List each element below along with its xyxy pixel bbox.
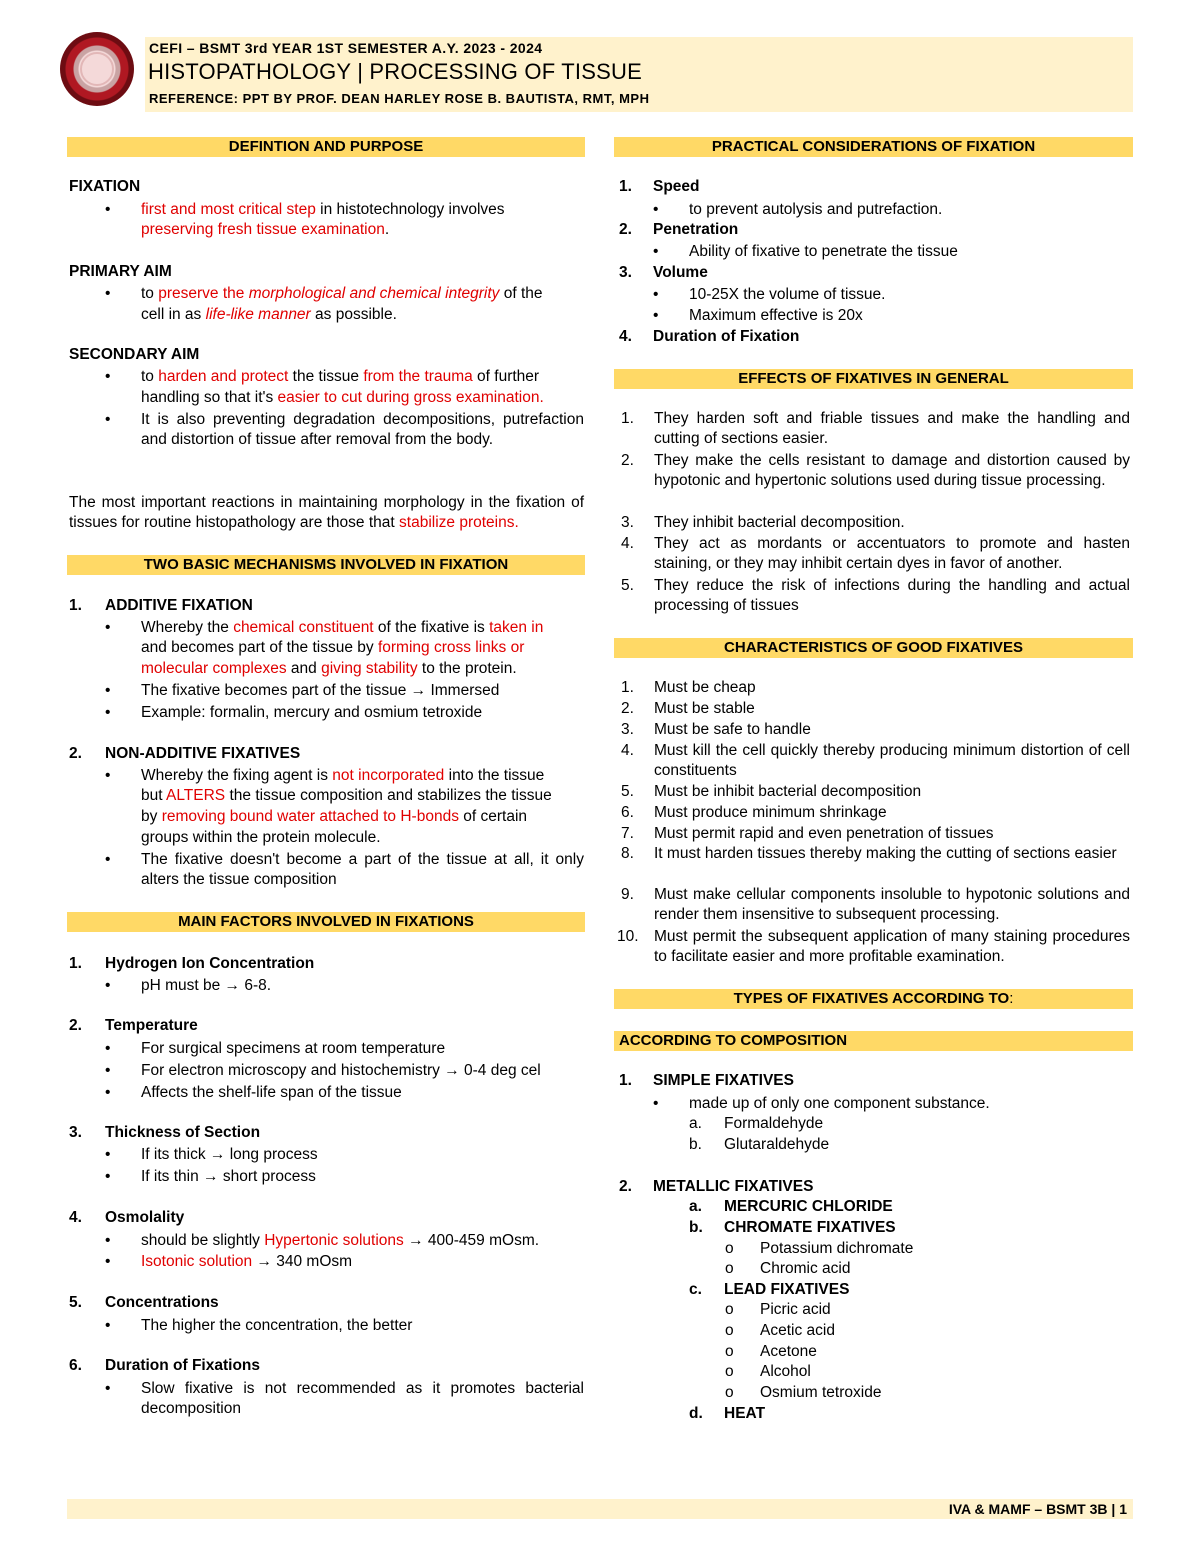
list-item: • 10-25X the volume of tissue. [689, 285, 885, 305]
list-item: • Affects the shelf-life span of the tissue [141, 1083, 402, 1103]
factor-heading: Temperature [105, 1017, 198, 1034]
effect-item: They reduce the risk of infections during the handling and actual processing of tissues [654, 577, 1130, 614]
non-additive-heading: NON-ADDITIVE FIXATIVES [105, 745, 301, 762]
section-characteristics: CHARACTERISTICS OF GOOD FIXATIVES [614, 638, 1133, 658]
sub-bullet: o [725, 1343, 734, 1360]
list-item: Alcohol [760, 1363, 811, 1380]
list-letter: b. [689, 1136, 702, 1153]
list-item: • to preserve the morphological and chemical integrity of the [141, 284, 543, 304]
list-item: Picric acid [760, 1301, 831, 1318]
list-item-cont: and becomes part of the tissue by forming cross links or [141, 639, 525, 656]
list-number: 4. [621, 742, 634, 759]
list-number: 1. [621, 679, 634, 696]
list-item: • Ability of fixative to penetrate the tissue [689, 242, 958, 262]
school-seal-logo [60, 32, 134, 106]
list-item: Glutaraldehyde [724, 1136, 830, 1153]
section-composition: ACCORDING TO COMPOSITION [614, 1031, 1133, 1051]
characteristic-item: Must produce minimum shrinkage [654, 804, 887, 821]
effect-item: They harden soft and friable tissues and make the handling and cutting of sections easier. [654, 410, 1130, 447]
list-item: • should be slightly Hypertonic solutions → 400-459 mOsm. [141, 1231, 539, 1251]
metallic-fixatives-heading: METALLIC FIXATIVES [653, 1178, 814, 1195]
list-number: 8. [621, 845, 634, 862]
list-number: 2. [619, 1178, 632, 1195]
primary-aim-heading: PRIMARY AIM [69, 263, 172, 280]
list-item-cont: handling so that it's easier to cut during gross examination. [141, 389, 544, 406]
consideration-heading: Penetration [653, 221, 739, 238]
list-number: 1. [619, 1072, 632, 1089]
page-title: HISTOPATHOLOGY | PROCESSING OF TISSUE [148, 59, 642, 84]
list-letter: a. [689, 1115, 702, 1132]
consideration-heading: Speed [653, 178, 700, 195]
page-footer: IVA & MAMF – BSMT 3B | 1 [67, 1499, 1133, 1519]
list-letter: a. [689, 1198, 702, 1215]
factor-heading: Osmolality [105, 1209, 185, 1226]
list-item: • Maximum effective is 20x [689, 306, 863, 326]
list-item: • to harden and protect the tissue from the trauma of further [141, 367, 539, 387]
characteristic-item: It must harden tissues thereby making the cutting of sections easier [654, 845, 1117, 862]
list-item: • The fixative becomes part of the tissue → Immersed [141, 681, 499, 701]
fixative-group-heading: LEAD FIXATIVES [724, 1281, 850, 1298]
list-number: 1. [621, 410, 634, 427]
list-item: • first and most critical step in histotechnology involves [141, 200, 584, 220]
section-main-factors: MAIN FACTORS INVOLVED IN FIXATIONS [67, 912, 585, 932]
list-number: 3. [69, 1124, 82, 1141]
simple-fixatives-heading: SIMPLE FIXATIVES [653, 1072, 794, 1089]
list-item-cont: molecular complexes and giving stability to the protein. [141, 660, 517, 677]
important-reactions-paragraph: The most important reactions in maintaining morphology in the fixation of tissues for routine histopathology are those that stabilize proteins. [69, 494, 584, 531]
sub-bullet: o [725, 1260, 734, 1277]
list-item: • Isotonic solution → 340 mOsm [141, 1252, 352, 1272]
characteristic-item: Must be stable [654, 700, 755, 717]
list-number: 1. [69, 597, 82, 614]
section-mechanisms: TWO BASIC MECHANISMS INVOLVED IN FIXATION [67, 555, 585, 575]
sub-bullet: o [725, 1384, 734, 1401]
header-course-line: CEFI – BSMT 3rd YEAR 1ST SEMESTER A.Y. 2023 - 2024 [149, 40, 543, 56]
list-item: • If its thin → short process [141, 1167, 316, 1187]
list-item: • made up of only one component substance. [689, 1094, 990, 1114]
sub-bullet: o [725, 1322, 734, 1339]
factor-heading: Concentrations [105, 1294, 219, 1311]
effect-item: They make the cells resistant to damage and distortion caused by hypotonic and hypertonic solutions used during tissue processing. [654, 452, 1130, 489]
list-item: • The higher the concentration, the better [141, 1316, 412, 1336]
factor-heading: Hydrogen Ion Concentration [105, 955, 315, 972]
characteristic-item: Must make cellular components insoluble to hypotonic solutions and render them insensitive to subsequent processing. [654, 886, 1130, 923]
characteristic-item: Must permit rapid and even penetration of tissues [654, 825, 994, 842]
characteristic-item: Must kill the cell quickly thereby producing minimum distortion of cell constituents [654, 742, 1130, 779]
fixative-group-heading: HEAT [724, 1405, 766, 1422]
list-item: • The fixative doesn't become a part of the tissue at all, it only alters the tissue composition [141, 850, 584, 890]
secondary-aim-heading: SECONDARY AIM [69, 346, 200, 363]
list-number: 3. [621, 721, 634, 738]
list-number: 2. [621, 700, 634, 717]
sub-bullet: o [725, 1363, 734, 1380]
factor-heading: Thickness of Section [105, 1124, 261, 1141]
list-number: 5. [69, 1294, 82, 1311]
list-number: 2. [69, 745, 82, 762]
list-number: 2. [619, 221, 632, 238]
list-letter: d. [689, 1405, 703, 1422]
sub-bullet: o [725, 1301, 734, 1318]
fixation-heading: FIXATION [69, 178, 141, 195]
list-letter: b. [689, 1219, 703, 1236]
sub-bullet: o [725, 1240, 734, 1257]
characteristic-item: Must be inhibit bacterial decomposition [654, 783, 922, 800]
list-number: 1. [619, 178, 632, 195]
list-number: 6. [621, 804, 634, 821]
list-item-cont: by removing bound water attached to H-bonds of certain [141, 808, 528, 825]
list-item: Acetic acid [760, 1322, 835, 1339]
factor-heading: Duration of Fixations [105, 1357, 260, 1374]
list-item-cont: preserving fresh tissue examination. [141, 221, 390, 238]
list-item: Osmium tetroxide [760, 1384, 882, 1401]
list-item: • Example: formalin, mercury and osmium tetroxide [141, 703, 482, 723]
characteristic-item: Must be cheap [654, 679, 756, 696]
section-types: TYPES OF FIXATIVES ACCORDING TO: [614, 989, 1133, 1009]
section-practical: PRACTICAL CONSIDERATIONS OF FIXATION [614, 137, 1133, 157]
characteristic-item: Must be safe to handle [654, 721, 811, 738]
list-item: • to prevent autolysis and putrefaction. [689, 200, 942, 220]
list-item: • Whereby the chemical constituent of the fixative is taken in [141, 618, 543, 638]
list-item: Chromic acid [760, 1260, 851, 1277]
section-definition: DEFINTION AND PURPOSE [67, 137, 585, 157]
list-item: • If its thick → long process [141, 1145, 318, 1165]
effect-item: They act as mordants or accentuators to promote and hasten staining, or they may inhibit certain dyes in favor of another. [654, 535, 1130, 572]
list-number: 4. [619, 328, 632, 345]
list-number: 4. [621, 535, 634, 552]
list-number: 2. [69, 1017, 82, 1034]
list-number: 4. [69, 1209, 82, 1226]
list-number: 7. [621, 825, 634, 842]
list-number: 2. [621, 452, 634, 469]
list-item: • It is also preventing degradation decompositions, putrefaction and distortion of tissue after removal from the body. [141, 410, 584, 450]
fixative-group-heading: CHROMATE FIXATIVES [724, 1219, 896, 1236]
list-number: 3. [621, 514, 634, 531]
list-letter: c. [689, 1281, 702, 1298]
additive-fixation-heading: ADDITIVE FIXATION [105, 597, 253, 614]
list-item: • Whereby the fixing agent is not incorporated into the tissue [141, 766, 544, 786]
list-item-cont: cell in as life-like manner as possible. [141, 306, 397, 323]
list-item-cont: but ALTERS the tissue composition and stabilizes the tissue [141, 787, 552, 804]
list-number: 6. [69, 1357, 82, 1374]
list-number: 5. [621, 577, 634, 594]
fixative-group-heading: MERCURIC CHLORIDE [724, 1198, 893, 1215]
consideration-heading: Volume [653, 264, 708, 281]
list-number: 9. [621, 886, 634, 903]
list-number: 5. [621, 783, 634, 800]
list-item: • For surgical specimens at room temperature [141, 1039, 445, 1059]
list-item: • Slow fixative is not recommended as it promotes bacterial decomposition [141, 1379, 584, 1419]
characteristic-item: Must permit the subsequent application of many staining procedures to facilitate easier and more profitable examination. [654, 928, 1130, 965]
effect-item: They inhibit bacterial decomposition. [654, 514, 905, 531]
list-item: Formaldehyde [724, 1115, 824, 1132]
header-reference: REFERENCE: PPT BY PROF. DEAN HARLEY ROSE B. BAUTISTA, RMT, MPH [149, 91, 650, 106]
list-number: 1. [69, 955, 82, 972]
page-header [145, 37, 1133, 112]
section-effects: EFFECTS OF FIXATIVES IN GENERAL [614, 369, 1133, 389]
list-item: Potassium dichromate [760, 1240, 914, 1257]
list-item: Acetone [760, 1343, 817, 1360]
list-number: 10. [617, 928, 639, 945]
list-item: • For electron microscopy and histochemistry → 0-4 deg cel [141, 1061, 541, 1081]
consideration-heading: Duration of Fixation [653, 328, 800, 345]
list-item: • pH must be → 6-8. [141, 976, 271, 996]
list-item-cont: groups within the protein molecule. [141, 829, 381, 846]
list-number: 3. [619, 264, 632, 281]
